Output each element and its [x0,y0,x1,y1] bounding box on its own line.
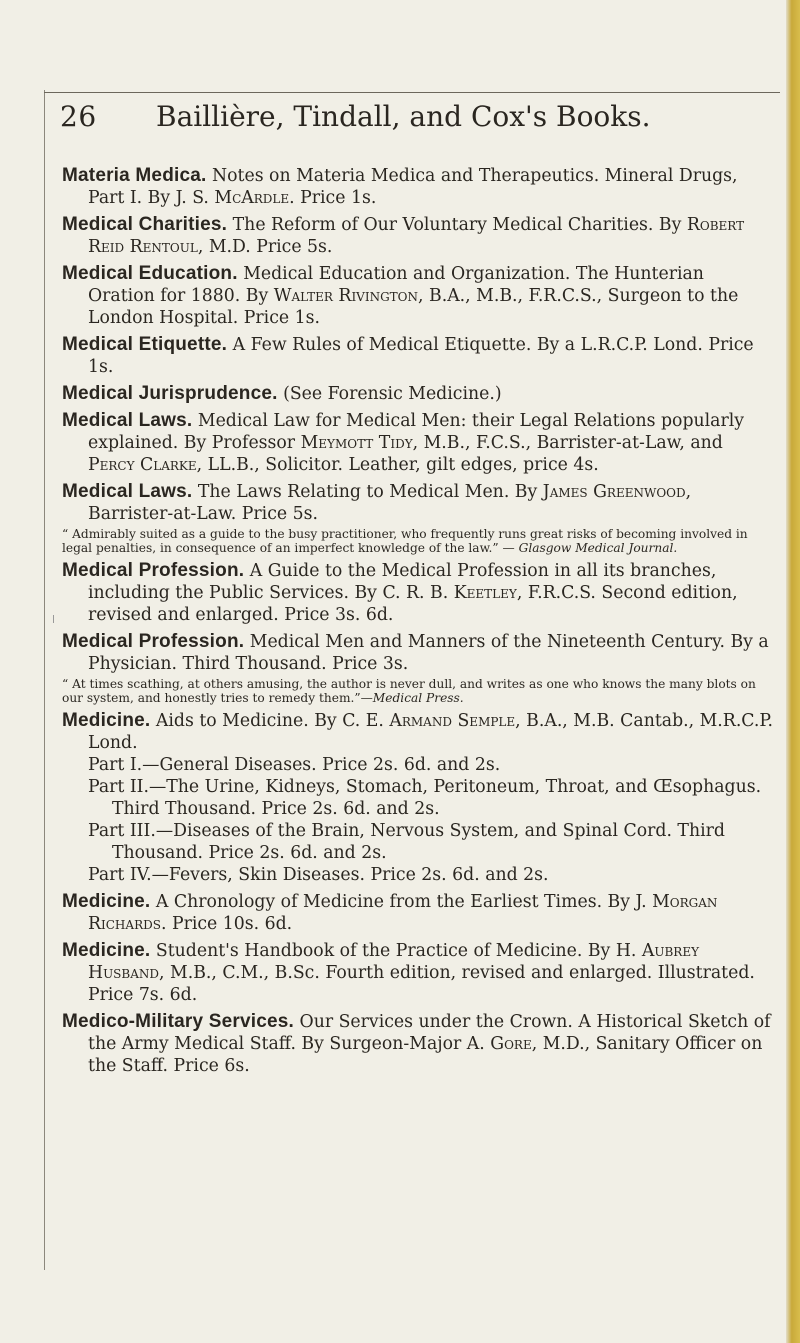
entry-author: James Greenwood [542,482,686,502]
entry-text: , LL.B., Solicitor. Leather, gilt edges, price 4s. [196,455,599,475]
volume-part: Part II.—The Urine, Kidneys, Stomach, Peritoneum, Throat, and Œsophagus. Third Thousand. Price 2s. 6d. and 2s. [88,777,762,819]
entry-text: Notes on Materia Medica and Therapeutics. Mineral Drugs, Part I. By [88,166,738,208]
review-source: — Glasgow Medical Journal. [502,541,678,555]
entry-heading: Medical Charities. [62,214,228,235]
review-quote: “ Admirably suited as a guide to the busy practitioner, who frequently runs great risks of becoming involved in legal penalties, in consequence of an imperfect knowledge of the law.” [62,527,748,555]
margin-mark [53,615,54,623]
entry-author: C. R. B. Keetley [382,583,517,603]
catalogue-entry [62,263,774,329]
entry-text: A Few Rules of Medical Etiquette. By a L.R.C.P. Lond. Price 1s. [88,335,754,377]
entry-text: The Reform of Our Voluntary Medical Charities. By [232,215,687,235]
entry-heading: Materia Medica. [62,165,207,186]
volume-part: Part I.—General Diseases. Price 2s. 6d. and 2s. [88,755,501,775]
entry-heading: Medico-Military Services. [62,1011,295,1032]
page-number: 26 [60,100,97,133]
entry-text: , M.D. Price 5s. [197,237,333,257]
review-source: —Medical Press. [360,691,464,705]
entry-text: Medical Law for Medical Men: their Legal Relations popularly explained. By Professor [88,411,745,453]
entry-text: The Laws Relating to Medical Men. By [197,482,543,502]
entry-heading: Medical Profession. [62,560,245,581]
catalogue-entry [62,560,774,626]
entry-heading: Medicine. [62,710,151,731]
entry-author: A. Gore [466,1034,532,1054]
catalogue-entry [62,631,774,705]
entry-heading: Medical Profession. [62,631,245,652]
entry-author: Walter Rivington [273,286,419,306]
entry-author: Meymott Tidy [300,433,413,453]
entry-heading: Medical Etiquette. [62,334,228,355]
entry-heading: Medicine. [62,940,151,961]
entry-text: Medical Men and Manners of the Nineteenth Century. By a Physician. Third Thousand. Price 3s. [88,632,769,674]
header-rule [44,92,780,93]
entry-text: , M.B., C.M., B.Sc. Fourth edition, revised and enlarged. Illustrated. Price 7s. 6d. [88,963,755,1005]
entry-heading: Medical Jurisprudence. [62,383,278,404]
entry-heading: Medicine. [62,891,151,912]
catalogue-entry [62,214,774,258]
entry-text: Aids to Medicine. By [155,711,343,731]
catalogue-entry [62,383,774,405]
catalogue-entry [62,410,774,476]
press-review [62,527,774,555]
entry-text: , M.D., Sanitary Officer on the Staff. Price 6s. [88,1034,763,1076]
entry-text: Student's Handbook of the Practice of Medicine. By [155,941,616,961]
catalogue-entry [62,891,774,935]
volume-part: Part III.—Diseases of the Brain, Nervous System, and Spinal Cord. Third Thousand. Price 2s. 6d. and 2s. [88,821,725,863]
entry-author: J. Morgan Richards [88,892,718,934]
catalogue-entry [62,165,774,209]
entry-text: A Chronology of Medicine from the Earliest Times. By [155,892,636,912]
entry-heading: Medical Laws. [62,410,193,431]
entry-author: H. Aubrey Husband [88,941,700,983]
catalogue-entry [62,1011,774,1077]
entry-text: Our Services under the Crown. A Historical Sketch of the Army Medical Staff. By Surgeon-Major [88,1012,771,1054]
catalogue-entry [62,940,774,1006]
entry-text: Medical Education and Organization. The Hunterian Oration for 1880. By [88,264,704,306]
catalogue-entries [62,165,774,1082]
entry-author: C. E. Armand Semple [342,711,516,731]
entry-author: Percy Clarke [88,455,197,475]
catalogue-entry [62,481,774,555]
entry-text: , Barrister-at-Law. Price 5s. [88,482,692,524]
entry-heading: Medical Education. [62,263,238,284]
entry-heading: Medical Laws. [62,481,193,502]
entry-text: . Price 10s. 6d. [160,914,293,934]
entry-author: J. S. McArdle [175,188,290,208]
entry-text: (See Forensic Medicine.) [283,384,502,404]
running-title: Baillière, Tindall, and Cox's Books. [156,100,651,133]
page-edge [786,0,800,1343]
review-quote: “ At times scathing, at others amusing, the author is never dull, and writes as one who knows the many blots on our system, and honestly tries to remedy them.” [62,677,756,705]
entry-text: , M.B., F.C.S., Barrister-at-Law, and [412,433,723,453]
entry-text: A Guide to the Medical Profession in all its branches, including the Public Services. By [88,561,717,603]
press-review [62,677,774,705]
volume-part: Part IV.—Fevers, Skin Diseases. Price 2s. 6d. and 2s. [88,865,549,885]
entry-author: Robert Reid Rentoul [88,215,745,257]
catalogue-entry [62,334,774,378]
entry-text: , B.A., M.B., F.R.C.S., Surgeon to the London Hospital. Price 1s. [88,286,739,328]
catalogue-entry [62,710,774,886]
page-header [60,100,760,140]
entry-text: , B.A., M.B. Cantab., M.R.C.P. Lond. [88,711,774,753]
entry-text: . Price 1s. [289,188,377,208]
entry-text: , F.R.C.S. Second edition, revised and enlarged. Price 3s. 6d. [88,583,738,625]
